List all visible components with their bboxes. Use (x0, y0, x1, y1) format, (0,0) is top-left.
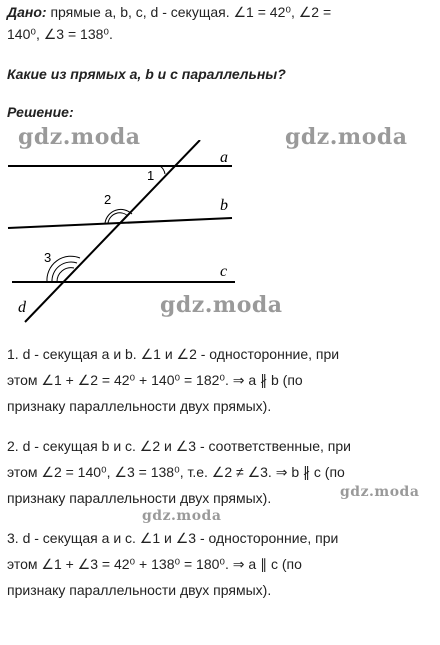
watermark: gdz.moda (142, 508, 222, 524)
solution-heading: Решение: (7, 104, 74, 120)
step-1-line-1: 1. d - секущая a и b. ∠1 и ∠2 - односторонние, при (7, 346, 340, 362)
given-line-2: 140⁰, ∠3 = 138⁰. (7, 26, 113, 42)
geometry-figure (0, 140, 260, 325)
watermark: gdz.moda (160, 292, 283, 318)
given-heading: Дано: (7, 4, 47, 20)
angle-1-arc (160, 166, 165, 174)
step-3-line-2: этом ∠1 + ∠3 = 42⁰ + 138⁰ = 180⁰. ⇒ a ∥ c (по (7, 556, 302, 572)
label-angle-3: 3 (44, 250, 52, 265)
label-angle-2: 2 (104, 192, 112, 207)
line-d (25, 140, 200, 322)
watermark: gdz.moda (285, 124, 408, 150)
label-a: a (220, 149, 228, 166)
step-3-line-3: признаку параллельности двух прямых). (7, 582, 272, 598)
label-c: c (220, 263, 228, 280)
watermark: gdz.moda (340, 484, 420, 500)
label-b: b (220, 197, 228, 214)
question: Какие из прямых a, b и c параллельны? (7, 66, 286, 82)
step-2-line-3: признаку параллельности двух прямых). (7, 490, 272, 506)
step-1-line-2: этом ∠1 + ∠2 = 42⁰ + 140⁰ = 182⁰. ⇒ a ∦ b (по (7, 372, 303, 388)
step-2-line-1: 2. d - секущая b и c. ∠2 и ∠3 - соответственные, при (7, 438, 351, 454)
label-d: d (18, 299, 26, 316)
step-1-line-3: признаку параллельности двух прямых). (7, 398, 272, 414)
step-3-line-1: 3. d - секущая a и c. ∠1 и ∠3 - односторонние, при (7, 530, 339, 546)
label-angle-1: 1 (147, 168, 155, 183)
step-2-line-2: этом ∠2 = 140⁰, ∠3 = 138⁰, т.е. ∠2 ≠ ∠3. ⇒ b ∦ c (по (7, 464, 345, 480)
given-line-1: прямые a, b, c, d - секущая. ∠1 = 42⁰, ∠2 = (46, 4, 332, 20)
given-text (7, 2, 331, 22)
watermark: gdz.moda (18, 124, 141, 150)
